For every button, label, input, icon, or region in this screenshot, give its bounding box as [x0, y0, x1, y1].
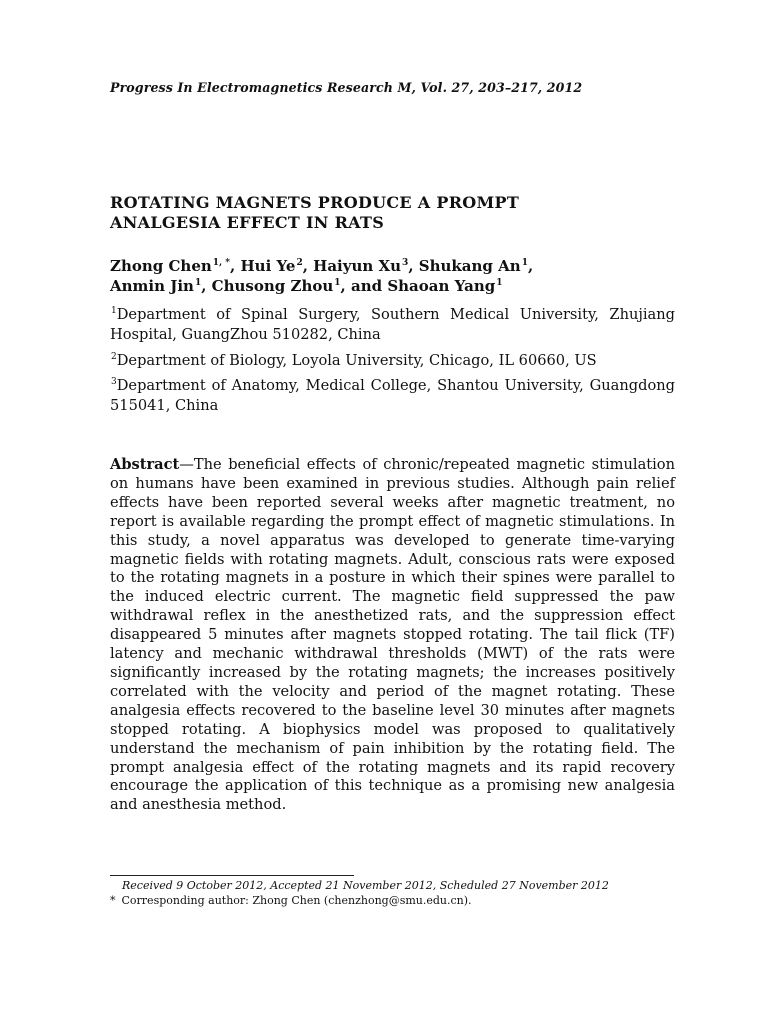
author-list — [110, 256, 670, 296]
author-name: Zhong Chen — [110, 257, 212, 275]
author-name: Chusong Zhou — [211, 277, 334, 295]
author-name: Shaoan Yang — [387, 277, 496, 295]
affiliation-1 — [110, 305, 675, 345]
paper-title — [110, 193, 670, 233]
affiliation-3 — [110, 376, 675, 416]
author-name: Shukang An — [418, 257, 521, 275]
affiliation-text: Department of Anatomy, Medical College, Shantou University, Guangdong 515041, China — [110, 377, 675, 414]
author-separator: , — [408, 257, 419, 275]
author-name: Hui Ye — [240, 257, 296, 275]
author-line-1 — [110, 256, 670, 276]
author-affiliation-mark: 3 — [402, 258, 409, 268]
author-affiliation-mark: 1 — [496, 278, 503, 288]
corresponding-author-text: Corresponding author: Zhong Chen (chenzhong@smu.edu.cn). — [121, 894, 472, 907]
affiliation-number: 2 — [111, 352, 117, 362]
abstract-text: —The beneficial effects of chronic/repeated magnetic stimulation on humans have been examined in previous studies. Although pain relief effects have been reported several weeks after magnetic treatment, no report is available regarding the prompt effect of magnetic stimulations. In this study, a novel apparatus was developed to generate time-varying magnetic fields with rotating magnets. Adult, conscious rats were exposed to the rotating magnets in a posture in which their spines were parallel to the induced electric current. The magnetic field suppressed the paw withdrawal reflex in the anesthetized rats, and the suppression effect disappeared 5 minutes after magnets stopped rotating. The tail flick (TF) latency and mechanic withdrawal thresholds (MWT) of the rats were significantly increased by the rotating magnets; the increases positively correlated with the velocity and period of the magnet rotating. These analgesia effects recovered to the baseline level 30 minutes after magnets stopped rotating. A biophysics model was proposed to qualitatively understand the mechanism of pain inhibition by the rotating field. The prompt analgesia effect of the rotating magnets and its rapid recovery encourage the application of this technique as a promising new analgesia and anesthesia method. — [110, 456, 675, 814]
title-line-1: ROTATING MAGNETS PRODUCE A PROMPT — [110, 193, 520, 212]
author-affiliation-mark: 2 — [296, 258, 303, 268]
author-affiliation-mark: 1 — [334, 278, 341, 288]
affiliation-number: 1 — [111, 306, 117, 316]
abstract-label: Abstract — [110, 456, 180, 473]
affiliation-text: Department of Spinal Surgery, Southern Medical University, Zhujiang Hospital, GuangZhou 510282, China — [110, 306, 675, 343]
footnote-rule — [110, 875, 354, 876]
title-line-2: ANALGESIA EFFECT IN RATS — [110, 213, 385, 232]
author-separator: , — [230, 257, 241, 275]
author-affiliation-mark: 1, * — [212, 258, 231, 268]
corresponding-author-footnote — [110, 894, 670, 907]
author-separator: , and — [340, 277, 388, 295]
author-separator: , — [527, 257, 534, 275]
received-dates-footnote: Received 9 October 2012, Accepted 21 November 2012, Scheduled 27 November 2012 — [122, 879, 609, 892]
affiliation-number: 3 — [111, 377, 117, 387]
author-line-2 — [110, 276, 670, 296]
footnote-star: * — [110, 894, 116, 907]
author-affiliation-mark: 1 — [521, 258, 528, 268]
abstract — [110, 456, 675, 815]
author-separator: , — [201, 277, 212, 295]
author-affiliation-mark: 1 — [194, 278, 202, 288]
author-separator: , — [302, 257, 314, 275]
affiliation-text: Department of Biology, Loyola University, Chicago, IL 60660, US — [116, 352, 597, 369]
author-name: Anmin Jin — [110, 277, 194, 295]
journal-header: Progress In Electromagnetics Research M, Vol. 27, 203–217, 2012 — [110, 80, 583, 95]
affiliation-2 — [110, 351, 675, 371]
author-name: Haiyun Xu — [313, 257, 402, 275]
